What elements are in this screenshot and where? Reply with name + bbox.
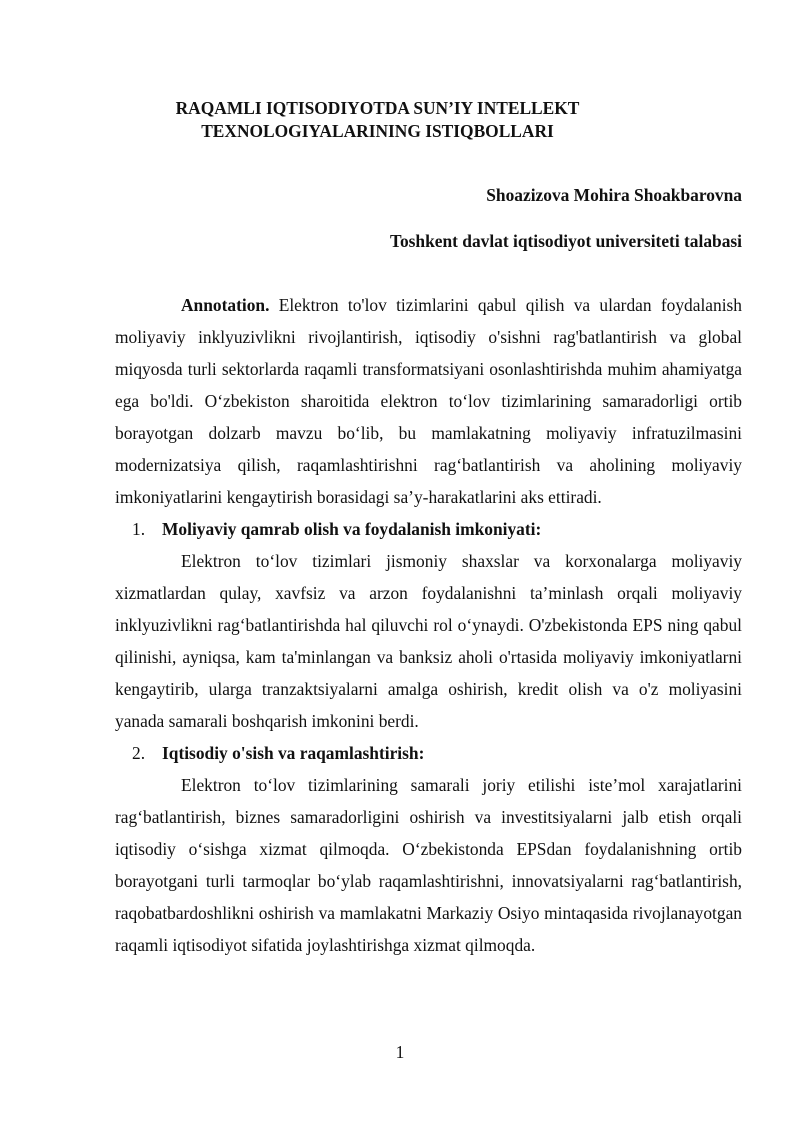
section-heading-text: Iqtisodiy o'sish va raqamlashtirish: (162, 743, 425, 763)
section-paragraph: Elektron to‘lov tizimlari jismoniy shaxslar va korxonalarga moliyaviy xizmatlardan qulay, xavfsiz va arzon foydalanishni ta’minlash orqali moliyaviy inklyuzivlikni rag‘batlantirishda hal qiluvchi rol o‘ynaydi. O'zbekistonda EPS ning qabul qilinishi, ayniqsa, kam ta'minlangan va banksiz aholi o'rtasida moliyaviy imkoniyatlarni kengaytirib, ularga tranzaktsiyalarni amalga oshirish, kredit olish va o'z moliyasini yanada samarali boshqarish imkonini berdi. (115, 551, 742, 731)
author-affiliation: Toshkent davlat iqtisodiyot universiteti talabasi (389, 231, 742, 251)
section-number: 1. (132, 519, 146, 539)
section-paragraph: Elektron to‘lov tizimlarining samarali joriy etilishi iste’mol xarajatlarini rag‘batlantirish, biznes samaradorligini oshirish va investitsiyalarni jalb etish orqali iqtisodiy o‘sishga xizmat qilmoqda. O‘zbekistonda EPSdan foydalanishning ortib borayotgani turli tarmoqlar bo‘ylab raqamlashtirishni, innovatsiyalarni rag‘batlantirish, raqobatbardoshlikni oshirish va mamlakatni Markaziy Osiyo mintaqasida rivojlanayotgan raqamli iqtisodiyot sifatida joylashtirishga xizmat qilmoqda. (115, 775, 742, 955)
author-name: Shoazizova Mohira Shoakbarovna (486, 185, 742, 205)
section-heading-text: Moliyaviy qamrab olish va foydalanish imkoniyati: (162, 519, 542, 539)
paper-title: RAQAMLI IQTISODIYOTDA SUN’IY INTELLEKT TEXNOLOGIYALARINING ISTIQBOLLARI (175, 98, 580, 141)
annotation-label: Annotation. (181, 295, 270, 315)
annotation-paragraph (115, 289, 742, 513)
section-heading (115, 513, 742, 545)
section-number: 2. (132, 743, 146, 763)
section-heading (115, 737, 742, 769)
page-number: 1 (395, 1042, 405, 1062)
document-body (115, 289, 742, 961)
annotation-text: Elektron to'lov tizimlarini qabul qilish va ulardan foydalanish moliyaviy inklyuzivlikni rivojlantirish, iqtisodiy o'sishni rag'batlantirish va global miqyosda turli sektorlarda raqamli transformatsiyani osonlashtirishda muhim ahamiyatga ega bo'ldi. O‘zbekiston sharoitida elektron to‘lov tizimlarining samaradorligi ortib borayotgan dolzarb mavzu bo‘lib, bu mamlakatning moliyaviy infratuzilmasini modernizatsiya qilish, raqamlashtirishni rag‘batlantirish va aholining moliyaviy imkoniyatlarini kengaytirish borasidagi sa’y-harakatlarini aks ettiradi. (115, 295, 742, 507)
